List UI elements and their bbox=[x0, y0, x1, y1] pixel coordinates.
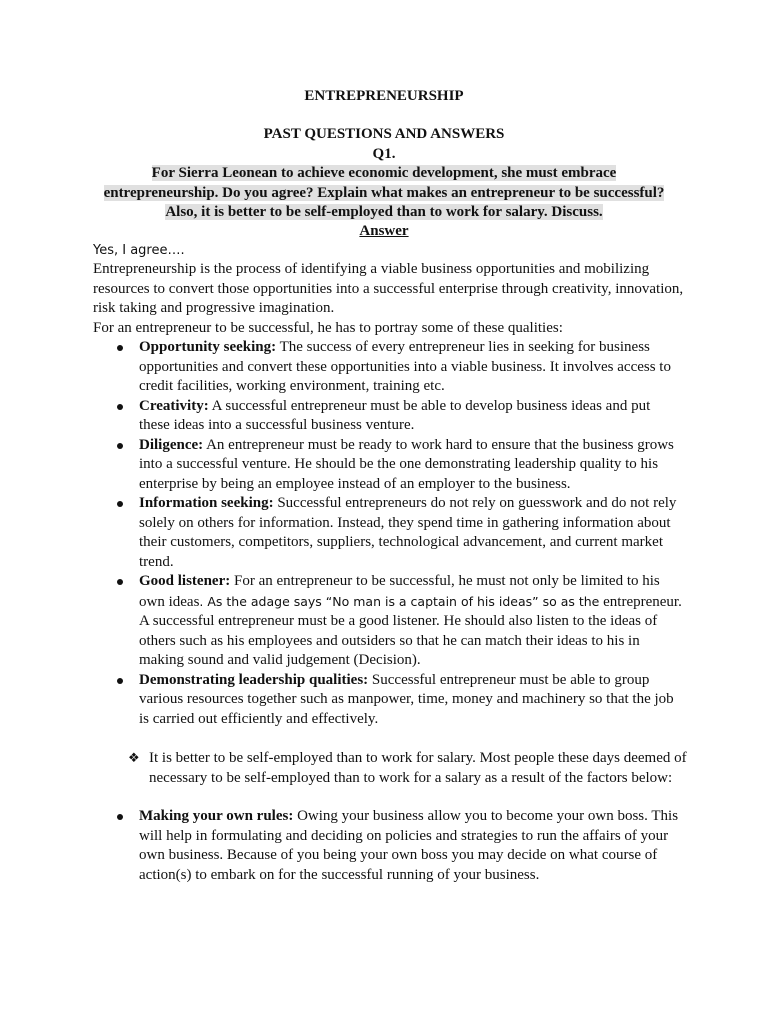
question-line-3: Also, it is better to be self-employed than to work for salary. Discuss. bbox=[165, 204, 603, 220]
question-line-1: For Sierra Leonean to achieve economic development, she must embrace bbox=[151, 165, 617, 181]
list-item bbox=[93, 494, 683, 572]
quality-text: Successful entrepreneurs do not rely on guesswork and do not rely solely on others for information. Instead, they spend time in gathering information about their customers, competitors, suppliers, technological advancement, and current market trend. bbox=[139, 495, 677, 570]
bullet-dot-icon bbox=[117, 579, 123, 585]
diamond-bullet-icon: ❖ bbox=[128, 751, 140, 766]
self-employed-point bbox=[128, 749, 688, 788]
quality-text: Successful entrepreneur must be able to group various resources together such as manpower, time, money and machinery so that the job is carried out efficiently and effectively. bbox=[139, 671, 674, 727]
quality-term: Information seeking: bbox=[139, 495, 274, 511]
list-item bbox=[93, 671, 683, 730]
quality-term: Good listener: bbox=[139, 573, 231, 589]
quality-term: Diligence: bbox=[139, 436, 204, 453]
agree-statement: Yes, I agree…. bbox=[93, 243, 185, 258]
quality-text: entrepreneur. A successful entrepreneur must be a good listener. He should also listen to the ideas of others such as his employees and outsiders so that he can match their ideas to his in making sound and valid judgement (Decision). bbox=[139, 593, 682, 668]
quality-term: Demonstrating leadership qualities: bbox=[139, 671, 369, 688]
quality-text: An entrepreneur must be ready to work hard to ensure that the business grows into a successful venture. He should be the one demonstrating leadership quality to his enterprise by being an employee instead of an employer to the business. bbox=[139, 436, 674, 492]
bullet-dot-icon bbox=[117, 345, 123, 351]
qualities-intro: For an entrepreneur to be successful, he has to portray some of these qualities: bbox=[93, 320, 563, 336]
question-number: Q1. bbox=[372, 146, 396, 162]
question-text bbox=[80, 164, 688, 223]
bullet-dot-icon bbox=[117, 814, 123, 820]
list-item bbox=[93, 397, 683, 436]
list-item bbox=[93, 572, 683, 671]
quality-text: For an entrepreneur to be successful, he must not only be limited to his own ideas bbox=[139, 573, 660, 610]
document-title: ENTREPRENEURSHIP bbox=[304, 88, 464, 104]
bullet-dot-icon bbox=[117, 443, 123, 449]
list-item bbox=[93, 807, 683, 885]
list-item bbox=[93, 436, 683, 495]
adage-quote: . As the adage says “No man is a captain of his ideas” so as the bbox=[199, 593, 600, 609]
document-subtitle: PAST QUESTIONS AND ANSWERS bbox=[263, 126, 505, 142]
definition-paragraph: Entrepreneurship is the process of identifying a viable business opportunities and mobilizing resources to convert those opportunities into a successful enterprise through creativity, innovation, risk taking and progressive imagination. bbox=[93, 261, 684, 316]
question-line-2: entrepreneurship. Do you agree? Explain what makes an entrepreneur to be successful? bbox=[103, 184, 665, 201]
bullet-dot-icon bbox=[117, 404, 123, 410]
qualities-list bbox=[93, 338, 683, 729]
quality-text: A successful entrepreneur must be able to develop business ideas and put these ideas into a successful business venture. bbox=[139, 397, 651, 433]
bullet-dot-icon bbox=[117, 501, 123, 507]
factors-list bbox=[93, 807, 683, 885]
factor-text: Owing your business allow you to become your own boss. This will help in formulating and deciding on policies and strategies to run the affairs of your own business. Because of you being your own boss you may decide on what course of action(s) to embark on for the successful running of your business. bbox=[139, 808, 679, 883]
bullet-dot-icon bbox=[117, 678, 123, 684]
quality-text: The success of every entrepreneur lies in seeking for business opportunities and convert these opportunities into a viable business. It involves access to credit facilities, working environment, training etc. bbox=[139, 339, 671, 394]
self-employed-text: It is better to be self-employed than to work for salary. Most people these days deemed of necessary to be self-employed than to work for a salary as a result of the factors below: bbox=[149, 750, 687, 786]
answer-heading: Answer bbox=[359, 223, 409, 239]
list-item bbox=[93, 338, 683, 397]
factor-term: Making your own rules: bbox=[139, 808, 294, 824]
quality-term: Creativity: bbox=[139, 397, 209, 414]
quality-term: Opportunity seeking: bbox=[139, 339, 277, 355]
